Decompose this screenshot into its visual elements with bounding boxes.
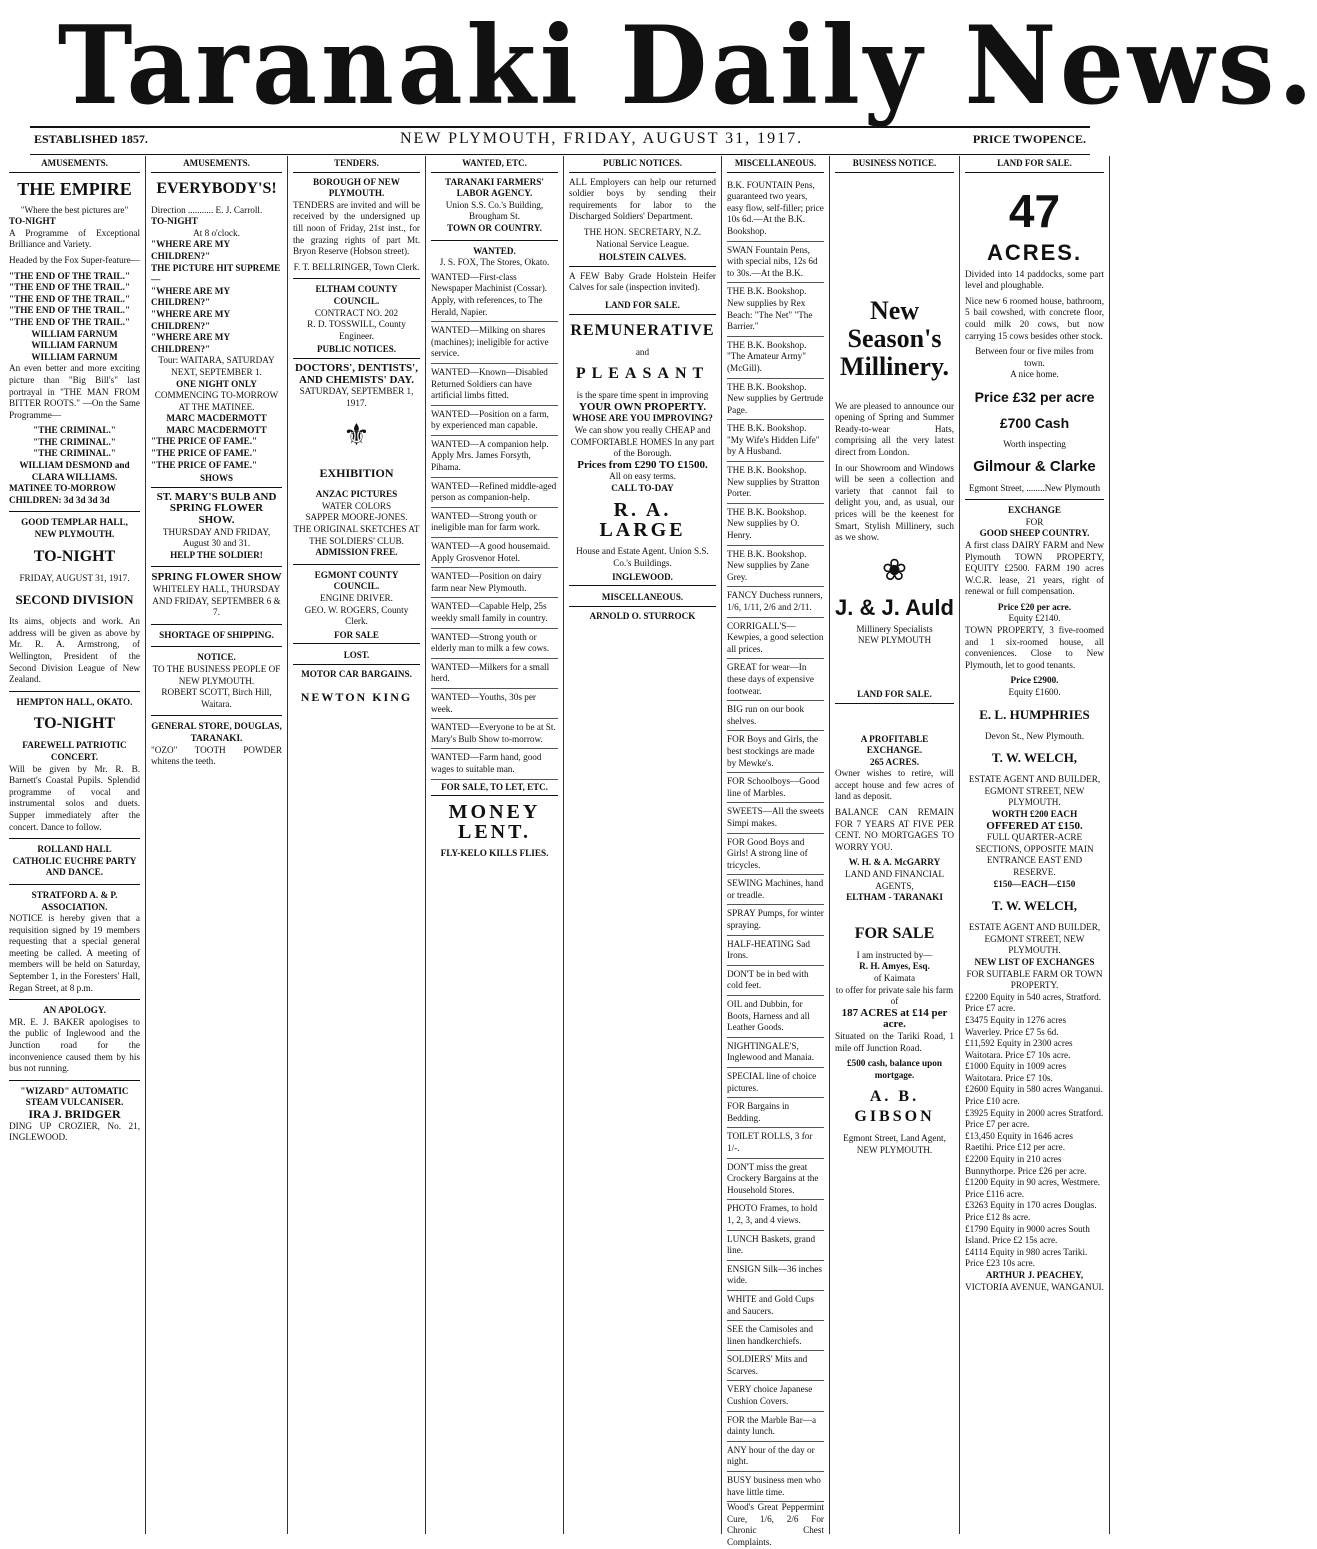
egmont-council: EGMONT COUNTY COUNCIL. [314,569,399,592]
rolland-hall: ROLLAND HALL [37,844,112,855]
showroom-text: In our Showroom and Windows will be seen a collection and variety that cannot fail to delight you, and, as usual, our prices will be the keenest for Smart, Stylish Millinery, such as we show. [835,462,954,543]
mcgarry-agents: LAND AND FINANCIAL AGENTS, [844,869,945,891]
templar-hall: GOOD TEMPLAR HALL, NEW PLYMOUTH. [21,517,128,540]
trail-2: "THE END OF THE TRAIL." [9,282,131,293]
exchange-item: £13,450 Equity in 1646 acres Raetihi. Price £12 per acre. [965,1130,1073,1153]
exchange-item: £1200 Equity in 90 acres, Westmere. Price £116 acre. [965,1177,1101,1199]
tour-waitara: Tour: WAITARA, SATURDAY NEXT, SEPTEMBER 1. [158,355,275,377]
fame-3: "THE PRICE OF FAME." [151,459,258,470]
fox-stores: J. S. FOX, The Stores, Okato. [439,257,550,268]
misc-ad: ENSIGN Silk—36 inches wide. [727,1261,824,1291]
worth-inspecting: Worth inspecting [1003,438,1066,449]
public-notices-header: PUBLIC NOTICES. [293,342,420,359]
new-word: New [869,295,920,325]
quarter-acre: FULL QUARTER-ACRE SECTIONS, OPPOSITE MAIN ENTRANCE EAST END RESERVE. [975,832,1094,877]
misc-ad: SOLDIERS' Mits and Scarves. [727,1351,824,1381]
bridger-name: IRA J. BRIDGER [28,1107,121,1121]
children-q-4: "WHERE ARE MY CHILDREN?" [151,332,230,354]
wanted-ad: WANTED—Position on a farm, by experienced man capable. [431,406,558,436]
empire-headed: Headed by the Fox Super-feature— [9,254,140,265]
masthead [0,0,1317,130]
sheep-country: GOOD SHEEP COUNTRY. [979,528,1090,539]
farewell-concert: FAREWELL PATRIOTIC CONCERT. [22,740,127,762]
exchange-title: EXCHANGE [1007,505,1062,516]
eltham-council: ELTHAM COUNTY COUNCIL. [315,284,398,306]
lost-header: LOST. [293,648,420,665]
gibson-location: Egmont Street, Land Agent, NEW PLYMOUTH. [843,1133,946,1155]
column-wanted [426,156,564,1534]
notice: NOTICE. [197,652,236,663]
misc-ad: HALF-HEATING Sad Irons. [727,936,824,966]
column-land-sale [960,156,1110,1534]
exchange-item: £1000 Equity in 1009 acres Waitotara. Price £7 10s. [965,1061,1067,1083]
remunerative: REMUNERATIVE [570,321,715,339]
bulb-date: THURSDAY AND FRIDAY, August 30 and 31. [162,526,271,549]
misc-ad: BIG run on our book shelves. [727,701,824,731]
wanted-ad: WANTED—Strong youth or elderly man to milk a few cows. [431,629,558,659]
shortage: SHORTAGE OF SHIPPING. [159,629,274,640]
misc-ad: THE B.K. Bookshop. New supplies by Stratton Porter. [727,462,824,504]
acres-word: ACRES. [986,239,1083,265]
wanted-ad: WANTED—Milkers for a small herd. [431,659,558,689]
empire-tonight: TO-NIGHT [9,216,56,227]
worth-200: WORTH £200 EACH [991,809,1078,819]
empire-subtitle: "Where the best pictures are" [20,204,129,215]
bulb-show: ST. MARY'S BULB AND SPRING FLOWER SHOW. [156,490,277,527]
welch-2-sub: ESTATE AGENT AND BUILDER, EGMONT STREET, NEW PLYMOUTH. [968,922,1101,956]
auld-name: J. & J. Auld [835,594,954,620]
and-word: and [635,346,650,357]
tenders-text: TENDERS are invited and will be received by the undersigned up till noon of Friday, 21st inst., for the grazing rights of part Mt. Bryon Reserve (Hobson street). [293,199,420,257]
wanted-ad: WANTED—Youths, 30s per week. [431,689,558,719]
gilmour-location: Egmont Street, ........New Plymouth [968,482,1101,493]
between-text: Between four or five miles from town. [975,346,1094,368]
equity-2140: Equity £2140. [1008,613,1061,624]
column-tenders [288,156,426,1534]
exchange-for: FOR [1025,516,1044,527]
exchange-item: £2200 Equity in 210 acres Bunnythorpe. Price £26 per acre. [965,1154,1087,1176]
fame-1: "THE PRICE OF FAME." [151,436,258,447]
each-150: £150—EACH—£150 [993,878,1076,889]
one-night-only: ONE NIGHT ONLY [176,378,257,389]
criminal-1: "THE CRIMINAL." [33,425,116,436]
wizard-title: "WIZARD" AUTOMATIC STEAM VULCANISER. [20,1085,129,1108]
empire-title: THE EMPIRE [17,178,132,199]
profitable-exchange: A PROFITABLE EXCHANGE. [860,733,929,756]
flower-ornament-icon: ❀ [881,553,908,587]
wanted-ad: WANTED—Everyone to be at St. Mary's Bulb Show to-morrow. [431,719,558,749]
anzac-pictures: ANZAC PICTURES [315,489,398,500]
wanted-title: WANTED. [473,245,516,256]
apology-text: MR. E. J. BAKER apologises to the public of Inglewood and the Junction road for the inconvenience caused them by his bus not running. [9,1016,140,1074]
town-country: TOWN OR COUNTRY. [447,222,542,233]
pleased-text: We are pleased to announce our opening of Spring and Summer Ready-to-wear Hats, comprising all the very latest direct from London. [835,400,954,457]
misc-ad: DON'T be in bed with cold feet. [727,966,824,996]
children-prices: CHILDREN: 3d 3d 3d 3d [9,494,110,505]
welch-2: T. W. WELCH, [991,898,1078,914]
column-amusements-2 [146,156,288,1534]
farmers-union: Union S.S. Co.'s Building, Brougham St. [445,199,544,222]
section-header: AMUSEMENTS. [151,156,282,173]
equity-1600: Equity £1600. [1008,687,1061,698]
call-today: CALL TO-DAY [611,482,674,493]
misc-ad: FANCY Duchess runners, 1/6, 1/11, 2/6 and 2/11. [727,587,824,617]
misc-ad: LUNCH Baskets, grand line. [727,1231,824,1261]
matinee: MATINEE TO-MORROW [9,483,116,494]
exchange-item: £1790 Equity in 9000 acres South Island. Price £2 15s acre. [965,1223,1090,1246]
acres-47-number: 47 [1008,184,1061,237]
misc-ad: DON'T miss the great Crockery Bargains at the Household Stores. [727,1159,824,1201]
marc-2: MARC MACDERMOTT [166,424,267,435]
dateline [30,126,1090,155]
wanted-ad: WANTED—First-class Newspaper Machinist (Cossar). Apply, with references, to The Herald, Napier. [431,269,558,322]
rogers: GEO. W. ROGERS, County Clerk. [304,604,409,627]
holstein-text: A FEW Baby Grade Holstein Heifer Calves for sale (inspection invited). [569,270,716,293]
wanted-ad: WANTED—Farm hand, good wages to suitable man. [431,749,558,779]
farm-187: 187 ACRES at £14 per acre. [841,1006,948,1031]
misc-ad: FOR Bargains in Bedding. [727,1098,824,1128]
established: ESTABLISHED 1857. [34,132,148,146]
picture-hit: THE PICTURE HIT SUPREME— [151,262,281,285]
sapper: SAPPER MOORE-JONES. [305,512,408,523]
starring-1: WILLIAM FARNUM [31,328,118,339]
new-list: NEW LIST OF EXCHANGES [974,956,1095,967]
season-word: Season's [847,323,942,353]
cheap-homes: We can show you really CHEAP and COMFORTABLE HOMES In any part of the Borough. [570,424,715,459]
stratford-notice: NOTICE is hereby given that a requisition signed by 19 members requesting that a special general meeting be called. A meeting of members will be held on Saturday, September 1, in the Foresters' Hall, Regan Street, at 8 p.m. [9,913,140,993]
section-header: AMUSEMENTS. [9,156,140,173]
apology-title: AN APOLOGY. [43,1005,106,1016]
starring-2: WILLIAM FARNUM [31,340,118,351]
misc-ad: FOR Schoolboys—Good line of Marbles. [727,773,824,803]
tosswill: R. D. TOSSWILL, County Engineer. [307,319,406,341]
section-header: BUSINESS NOTICE. [835,156,954,173]
help-soldier: HELP THE SOLDIER! [170,549,263,560]
contract: CONTRACT NO. 202 [314,307,399,318]
empire-desc: An even better and more exciting picture than "Big Bill's" last portrayal in "THE MAN FROM BITTER ROOTS." —On the Same Programme— [9,363,140,420]
general-store: GENERAL STORE, DOUGLAS, TARANAKI. [151,721,282,743]
humphries-location: Devon St., New Plymouth. [984,730,1085,741]
peachey: ARTHUR J. PEACHEY, [985,1269,1084,1280]
misc-ad: TOILET ROLLS, 3 for 1/-. [727,1128,824,1158]
misc-ad: SWEETS—All the sweets Simpi makes. [727,803,824,833]
misc-ad: CORRIGALL'S—Kewpies, a good selection all prices. [727,618,824,660]
farmers-agency: TARANAKI FARMERS' LABOR AGENCY. [445,176,544,199]
column-amusements-1 [4,156,146,1534]
peachey-location: VICTORIA AVENUE, WANGANUI. [965,1281,1104,1292]
sturrock: ARNOLD O. STURROCK [589,610,696,621]
suitable-farm: FOR SUITABLE FARM OR TOWN PROPERTY. [966,968,1103,991]
amyes: R. H. Amyes, Esq. [859,961,930,972]
misc-ad: GREAT for wear—In these days of expensive footwear. [727,659,824,701]
farewell-text: Will be given by Mr. R. B. Barnett's Coastal Pupils. Splendid programme of vocal and instrumental solos and duets. Supper immediately after the concert. Dance to follow. [9,763,140,832]
welch-1-sub: ESTATE AGENT AND BUILDER, EGMONT STREET, NEW PLYMOUTH. [968,774,1101,808]
everybodys-time: At 8 o'clock. [193,227,240,238]
doctors-saturday: SATURDAY, SEPTEMBER 1, 1917. [299,386,414,408]
millinery-word: Millinery. [839,351,950,381]
issue-date: NEW PLYMOUTH, FRIDAY, AUGUST 31, 1917. [400,130,804,147]
your-property: YOUR OWN PROPERTY. [578,400,707,413]
offer-text: to offer for private sale his farm of [835,984,954,1007]
instructed: I am instructed by— [856,949,933,960]
column-public-notices [564,156,722,1534]
misc-ad: WHITE and Gold Cups and Saucers. [727,1291,824,1321]
empire-programme: A Programme of Exceptional Brilliance and Variety. [9,227,140,250]
misc-header: MISCELLANEOUS. [569,590,716,607]
humphries: E. L. HUMPHRIES [979,706,1090,722]
spring-show: SPRING FLOWER SHOW [151,571,282,584]
wanted-ad: WANTED—Strong youth or ineligible man for farm work. [431,508,558,538]
kaimata: of Kaimata [873,973,916,983]
wanted-ad: WANTED—A good housemaid. Apply Grosvenor Hotel. [431,538,558,568]
prices-range: Prices from £290 TO £1500. [577,458,708,471]
exchange-item: £11,592 Equity in 2300 acres Waitotara. Price £7 10s acre. [965,1038,1073,1060]
land-header: LAND FOR SALE. [569,298,716,315]
stratford-assoc: STRATFORD A. & P. ASSOCIATION. [31,889,118,912]
engine-driver: ENGINE DRIVER. [320,593,393,604]
catholic-euchre: CATHOLIC EUCHRE PARTY AND DANCE. [12,855,137,878]
column-business [830,156,960,1534]
misc-ad: SEWING Machines, hand or treadle. [727,875,824,905]
spare-time: is the spare time spent in improving [576,390,709,401]
specialists: Millinery Specialists [856,623,933,634]
misc-ad: FOR Good Boys and Girls! A strong line of tricycles. [727,834,824,876]
children-q-3: "WHERE ARE MY CHILDREN?" [151,308,230,331]
misc-ad: THE B.K. Bookshop. New supplies by Gertrude Page. [727,379,824,421]
ding-crozier: DING UP CROZIER, No. 21, INGLEWOOD. [9,1120,140,1143]
house-text: Nice new 6 roomed house, bathroom, 5 bail cowshed, with concrete floor, could milk 20 cows, but now carrying 15 cows besides other stock. [965,295,1104,341]
criminal-3: "THE CRIMINAL." [33,448,116,459]
misc-ad: OIL and Dubbin, for Boots, Harness and all Leather Goods. [727,996,824,1038]
misc-ad: BUSY business men who have little time. [727,1472,824,1502]
everybodys-tonight: TO-NIGHT [151,216,198,227]
wanted-ad: WANTED—A companion help. Apply Mrs. James Forsyth, Pihama. [431,436,558,478]
section-header: PUBLIC NOTICES. [569,156,716,173]
marc-1: MARC MACDERMOTT [166,413,267,424]
wanted-ad: WANTED—Milking on shares (machines); ineligible for active service. [431,322,558,364]
second-division: SECOND DIVISION [15,592,134,608]
cash-500: £500 cash, balance upon mortgage. [847,1058,942,1080]
misc-ad: FOR the Marble Bar—a dainty lunch. [727,1412,824,1442]
for-sale-header: FOR SALE [293,628,420,645]
fame-2: "THE PRICE OF FAME." [151,448,258,459]
fly-kelo: FLY-KELO KILLS FLIES. [440,848,549,859]
price-20: Price £20 per acre. [997,601,1072,612]
misc-ad: SPRAY Pumps, for winter spraying. [727,905,824,935]
notice-public: TO THE BUSINESS PEOPLE OF NEW PLYMOUTH. [152,663,281,686]
section-header: WANTED, ETC. [431,156,558,173]
woods-peppermint: Wood's Great Peppermint Cure, 1/6, 2/6 For Chronic Chest Complaints. [727,1502,824,1547]
robert-scott: ROBERT SCOTT, Birch Hill, Waitara. [161,687,272,709]
whiteley-hall: WHITELEY HALL, THURSDAY AND FRIDAY, SEPTEMBER 6 & 7. [152,584,281,618]
templar-tonight: TO-NIGHT [33,547,116,565]
hempton-tonight: TO-NIGHT [33,715,116,733]
water-colors: WATER COLORS [321,500,392,511]
issue-price: PRICE TWOPENCE. [972,132,1086,146]
easy-terms: All on easy terms. [609,471,676,482]
dairy-farm: A first class DAIRY FARM and New Plymouth TOWN PROPERTY, EQUITY £2500. FARM 190 acres W.C.R. lease, 21 years, right of renewal or full compensation. [965,539,1104,597]
estate-agent: House and Estate Agent. Union S.S. Co.'s Buildings. [576,546,709,569]
price-2900: Price £2900. [1010,675,1059,686]
exhibition: EXHIBITION [319,466,394,481]
trail-1: "THE END OF THE TRAIL." [9,270,131,281]
misc-ad: NIGHTINGALE'S, Inglewood and Manaia. [727,1038,824,1068]
for-sale-big: FOR SALE [854,924,935,942]
money-lent: MONEY LENT. [448,801,541,844]
section-header: MISCELLANEOUS. [727,156,824,173]
column-miscellaneous [722,156,830,1547]
second-division-text: Its aims, objects and work. An address will be given as above by Mr. R. A. Armstrong, of Wellington, President of the Second Division League of New Zealand. [9,616,140,685]
holstein-header: HOLSTEIN CALVES. [569,250,716,267]
misc-ad: THE B.K. Bookshop. "The Amateur Army" (McGill). [727,337,824,379]
inglewood-header: INGLEWOOD. [569,570,716,587]
children-q-1: "WHERE ARE MY CHILDREN?" [151,239,230,261]
newspaper-title: Taranaki Daily News. [57,3,1317,129]
section-header: LAND FOR SALE. [965,156,1104,173]
cash-700: £700 Cash [999,414,1070,431]
exchange-item: £3263 Equity in 170 acres Douglas. Price £12 8s acre. [965,1200,1097,1222]
price-32: Price £32 per acre [974,388,1095,405]
auld-location: NEW PLYMOUTH [857,635,932,646]
templar-date: FRIDAY, AUGUST 31, 1917. [19,572,130,583]
gilmour-clarke: Gilmour & Clarke [973,457,1096,475]
crest-icon: ⚜ [343,419,370,453]
exchange-item: £3475 Equity in 1276 acres Waverley. Price £7 5s 6d. [965,1014,1067,1037]
gibson: A. B. GIBSON [854,1088,935,1126]
misc-ad: SEE the Camisoles and linen handkerchiefs. [727,1321,824,1351]
owner-text: Owner wishes to retire, will accept house and few acres of land as deposit. [835,768,954,802]
cast: WILLIAM DESMOND and CLARA WILLIAMS. [19,460,130,482]
town-property: TOWN PROPERTY, 3 five-roomed and 1 six-roomed house, all conveniences. Close to New Plymouth, let to good tenants. [965,625,1104,670]
misc-ad: SWAN Fountain Pens, with special nibs, 12s 6d to 30s.—At the B.K. [727,242,824,284]
bellringer: F. T. BELLRINGER, Town Clerk. [293,261,420,272]
hon-secretary: THE HON. SECRETARY, N.Z. National Service League. [583,226,702,249]
newton-king: NEWTON KING [300,689,413,704]
motor-bargains: MOTOR CAR BARGAINS. [301,669,412,679]
nice-home: A nice home. [1010,369,1059,380]
wanted-ad: WANTED—Known—Disabled Returned Soldiers can have artificial limbs fitted. [431,364,558,406]
trail-5: "THE END OF THE TRAIL." [9,316,131,327]
trail-4: "THE END OF THE TRAIL." [9,305,131,316]
children-q-2: "WHERE ARE MY CHILDREN?" [151,285,230,308]
wanted-ad: WANTED—Refined middle-aged person as companion-help. [431,478,558,508]
for-sale-let-header: FOR SALE, TO LET, ETC. [431,780,558,797]
misc-ad: SPECIAL line of choice pictures. [727,1068,824,1098]
misc-ad: THE B.K. Bookshop. New supplies by Zane Grey. [727,546,824,588]
ra-large: R. A. LARGE [599,499,686,542]
eltham-taranaki: ELTHAM - TARANAKI [846,892,943,903]
everybodys-direction: Direction ........... E. J. Carroll. [151,204,263,215]
starring-3: WILLIAM FARNUM [31,351,118,362]
misc-ad: FOR Boys and Girls, the best stockings are made by Mewke's. [727,731,824,773]
employers-notice: ALL Employers can help our returned soldier boys by sending their requirements for labor to the Discharged Soldiers' Department. [569,176,716,222]
doctors-day: DOCTORS', DENTISTS', AND CHEMISTS' DAY. [295,361,418,386]
commencing: COMMENCING TO-MORROW AT THE MATINEE. [154,390,279,412]
everybodys-title: EVERYBODY'S! [156,179,277,197]
criminal-2: "THE CRIMINAL." [33,436,116,447]
admission-free: ADMISSION FREE. [315,547,398,558]
sketches: THE ORIGINAL SKETCHES AT THE SOLDIERS' CLUB. [293,524,420,546]
exchange-item: £4114 Equity in 980 acres Tariki. Price £23 10s acre. [965,1246,1088,1269]
land-sale-header: LAND FOR SALE. [835,687,954,704]
exchange-item: £3925 Equity in 2000 acres Stratford. Price £7 per acre. [965,1107,1104,1130]
pleasant: PLEASANT [575,365,710,383]
misc-ad: THE B.K. Bookshop. New supplies by Rex Beach: "The Net" "The Barrier." [727,283,824,336]
whose-improving: WHOSE ARE YOU IMPROVING? [572,413,713,424]
misc-ad: B.K. FOUNTAIN Pens, guaranteed two years, easy flow, self-filler; price 10s 6d.—At the B.K. Bookshop. [727,177,824,242]
wanted-ad: WANTED—Capable Help, 25s weekly small family in country. [431,598,558,628]
offered-150: OFFERED AT £150. [986,819,1083,832]
shows-header: SHOWS [151,471,282,488]
misc-ad: PHOTO Frames, to hold 1, 2, 3, and 4 views. [727,1200,824,1230]
misc-ad: VERY choice Japanese Cushion Covers. [727,1381,824,1411]
misc-ad: THE B.K. Bookshop. "My Wife's Hidden Life" by A Husband. [727,420,824,462]
borough: BOROUGH OF NEW PLYMOUTH. [313,176,400,199]
wanted-ad: WANTED—Position on dairy farm near New Plymouth. [431,568,558,598]
welch-1: T. W. WELCH, [991,750,1078,766]
acres-265: 265 ACRES. [869,756,919,767]
misc-ad: ANY hour of the day or night. [727,1442,824,1472]
ozo-ad: "OZO" TOOTH POWDER whitens the teeth. [151,744,282,767]
balance-text: BALANCE CAN REMAIN FOR 7 YEARS AT FIVE PER CENT. NO MORTGAGES TO WORRY YOU. [835,807,954,852]
hempton-hall: HEMPTON HALL, OKATO. [16,696,133,707]
mcgarry: W. H. & A. McGARRY [848,857,941,868]
section-header: TENDERS. [293,156,420,173]
trail-3: "THE END OF THE TRAIL." [9,293,131,304]
exchange-item: £2200 Equity in 540 acres, Stratford. Price £7 acre. [965,991,1102,1014]
misc-ad: THE B.K. Bookshop. New supplies by O. Henry. [727,504,824,546]
exchange-item: £2600 Equity in 580 acres Wanganui. Price £10 acre. [965,1084,1103,1107]
divided-text: Divided into 14 paddocks, some part level and ploughable. [965,268,1104,291]
tariki-road: Situated on the Tariki Road, 1 mile off Junction Road. [835,1030,954,1053]
